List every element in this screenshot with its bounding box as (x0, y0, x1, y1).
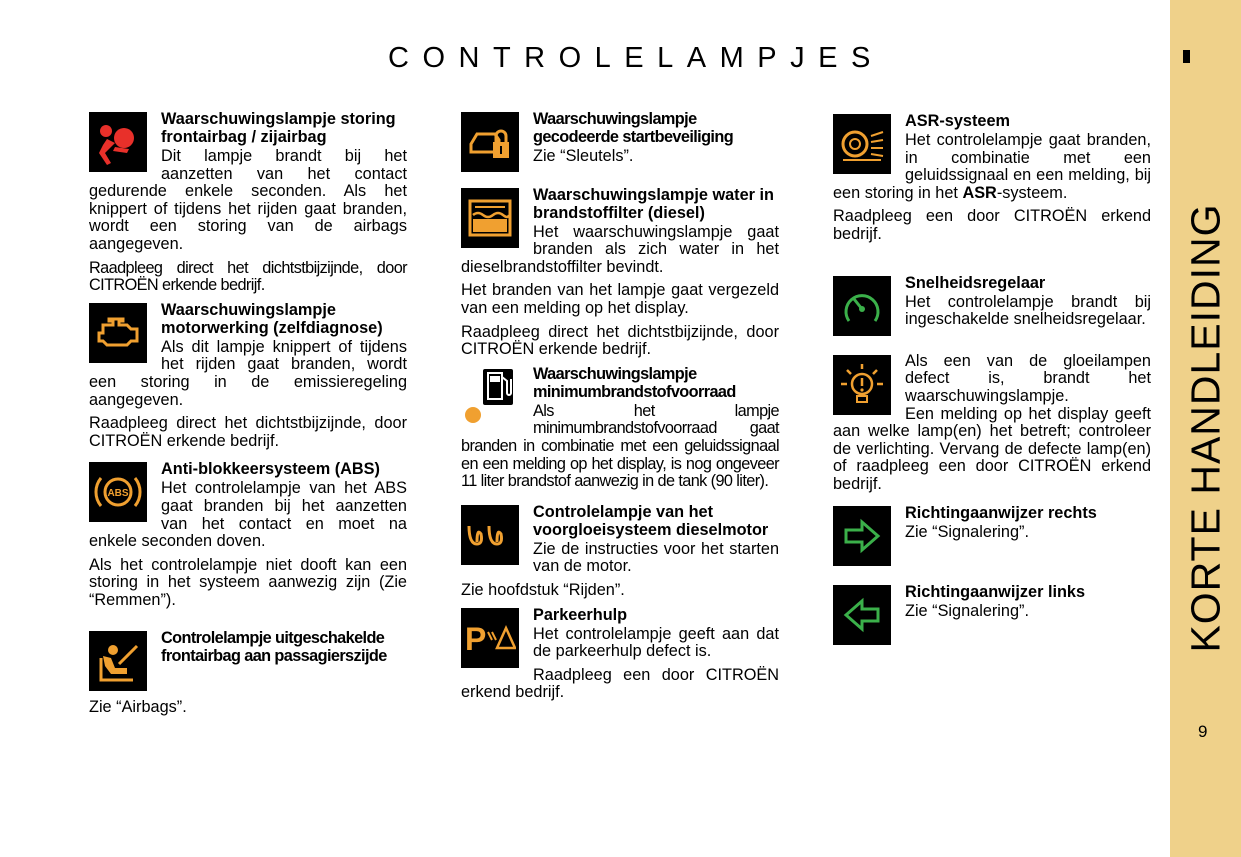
indicator-left-heading: Richtingaanwijzer links (905, 583, 1086, 602)
fuel-heading: Waarschuwingslampje minimumbrandstofvoorraad (533, 364, 736, 401)
fuel-text: Als het lampje minimumbrandstofvoorraad gaat branden in combinatie met een geluidssignaal en een melding op het display, is nog ongeveer 11 liter brandstof aanwezig in de tank (90 liter). (461, 401, 779, 491)
indicator-right-heading: Richtingaanwijzer rechts (905, 503, 1097, 522)
abs-text: Het controlelampje van het ABS gaat branden bij het aanzetten van het contact en moet na enkele seconden doven. (89, 479, 407, 551)
asr-advice: Raadpleeg een door CITROËN erkend bedrijf. (833, 207, 1151, 243)
column-2 (461, 110, 779, 708)
bulb-failure-text: Als een van de gloeilampen defect is, brandt het waarschuwingslampje. (905, 351, 1151, 405)
glow-plug-text: Zie de instructies voor het starten van de motor. (533, 539, 779, 576)
entry-passenger-airbag (89, 629, 407, 717)
arrow-right-icon (833, 506, 891, 566)
page-title: CONTROLELAMPJES (388, 42, 884, 74)
section-title: KORTE HANDLEIDING (1182, 203, 1229, 653)
glow-plug-icon (461, 505, 519, 565)
cruise-control-heading: Snelheidsregelaar (905, 273, 1046, 292)
glow-plug-ref: Zie hoofdstuk “Rijden”. (461, 580, 625, 599)
abs-heading: Anti-blokkeersysteem (ABS) (161, 460, 380, 479)
glow-plug-heading: Controlelampje van het voorgloeisysteem dieselmotor (533, 502, 769, 539)
entry-asr (833, 112, 1151, 244)
indicator-right-text: Zie “Signalering”. (905, 522, 1029, 541)
arrow-left-icon (833, 585, 891, 645)
cruise-control-text: Het controlelampje brandt bij ingeschakelde snelheidsregelaar. (905, 292, 1151, 329)
park-assist-advice: Raadpleeg een door CITROËN erkend bedrijf. (461, 665, 779, 702)
park-assist-icon-label: P (465, 620, 487, 657)
engine-text: Als dit lampje knippert of tijdens het rijden gaat branden, wordt een storing in de emissieregeling aangegeven. (89, 337, 407, 409)
passenger-airbag-off-icon (89, 631, 147, 691)
airbag-warning-icon (89, 112, 147, 172)
section-marker (1183, 50, 1190, 63)
fuel-low-icon (461, 367, 519, 427)
entry-airbag (89, 110, 407, 295)
abs-advice: Als het controlelampje niet dooft kan een storing in het systeem aanwezig zijn (Zie “Remmen”). (89, 555, 407, 609)
engine-heading: Waarschuwingslampje motorwerking (zelfdiagnose) (161, 300, 383, 337)
engine-check-icon (89, 303, 147, 363)
column-3 (833, 112, 1151, 647)
airbag-advice: Raadpleeg direct het dichtstbijzijnde, door CITROËN erkende bedrijf. (89, 258, 407, 295)
engine-advice: Raadpleeg direct het dichtstbijzijnde, door CITROËN erkende bedrijf. (89, 414, 407, 450)
asr-text: Het controlelampje gaat branden, in combinatie met een geluidssignaal en een melding, bij een storing in het ASR-systeem. (833, 131, 1151, 202)
entry-bulb-failure (833, 353, 1151, 494)
entry-indicator-right (833, 504, 1151, 542)
abs-icon (89, 462, 147, 522)
water-filter-advice: Raadpleeg direct het dichtstbijzijnde, door CITROËN erkende bedrijf. (461, 322, 779, 359)
water-filter-heading: Waarschuwingslampje water in brandstoffilter (diesel) (533, 185, 774, 222)
bulb-failure-advice: Een melding op het display geeft aan welke lamp(en) het betreft; controleer de verlichting. Vervang de defecte lamp(en) of raadpleeg een door CITROËN erkend bedrijf. (833, 404, 1151, 493)
asr-icon (833, 114, 891, 174)
entry-indicator-left (833, 583, 1151, 621)
passenger-airbag-text: Zie “Airbags”. (89, 698, 187, 717)
immobiliser-text: Zie “Sleutels”. (533, 147, 634, 165)
entry-water-filter (461, 186, 779, 359)
immobiliser-heading: Waarschuwingslampje gecodeerde startbeveiliging (533, 110, 734, 146)
immobiliser-icon (461, 112, 519, 172)
airbag-text: Dit lampje brandt bij het aanzetten van het contact gedurende enkele seconden. Als het knippert of tijdens het rijden gaat branden, wordt een storing van de airbags aangegeven. (89, 147, 407, 253)
column-1 (89, 110, 407, 723)
entry-engine (89, 301, 407, 451)
airbag-heading: Waarschuwingslampje storing frontairbag / zijairbag (161, 110, 396, 146)
water-in-fuel-icon (461, 188, 519, 248)
water-filter-display: Het branden van het lampje gaat vergezeld van een melding op het display. (461, 281, 779, 317)
entry-immobiliser (461, 110, 779, 166)
bulb-failure-icon (833, 355, 891, 415)
cruise-control-icon (833, 276, 891, 336)
entry-abs (89, 460, 407, 609)
abs-icon-label: ABS (107, 488, 129, 500)
indicator-left-text: Zie “Signalering”. (905, 602, 1029, 621)
page-number: 9 (1198, 722, 1208, 741)
entry-fuel (461, 365, 779, 491)
asr-heading: ASR-systeem (905, 112, 1010, 130)
passenger-airbag-heading: Controlelampje uitgeschakelde frontairbag aan passagierszijde (161, 629, 387, 666)
park-assist-text: Het controlelampje geeft aan dat de parkeerhulp defect is. (533, 624, 779, 661)
park-assist-icon (461, 608, 519, 668)
entry-cruise-control (833, 274, 1151, 329)
entry-park-assist (461, 606, 779, 702)
water-filter-text: Het waarschuwingslampje gaat branden als zich water in het dieselbrandstoffilter bevindt. (461, 222, 779, 276)
entry-glow-plug (461, 503, 779, 600)
park-assist-heading: Parkeerhulp (533, 605, 628, 624)
